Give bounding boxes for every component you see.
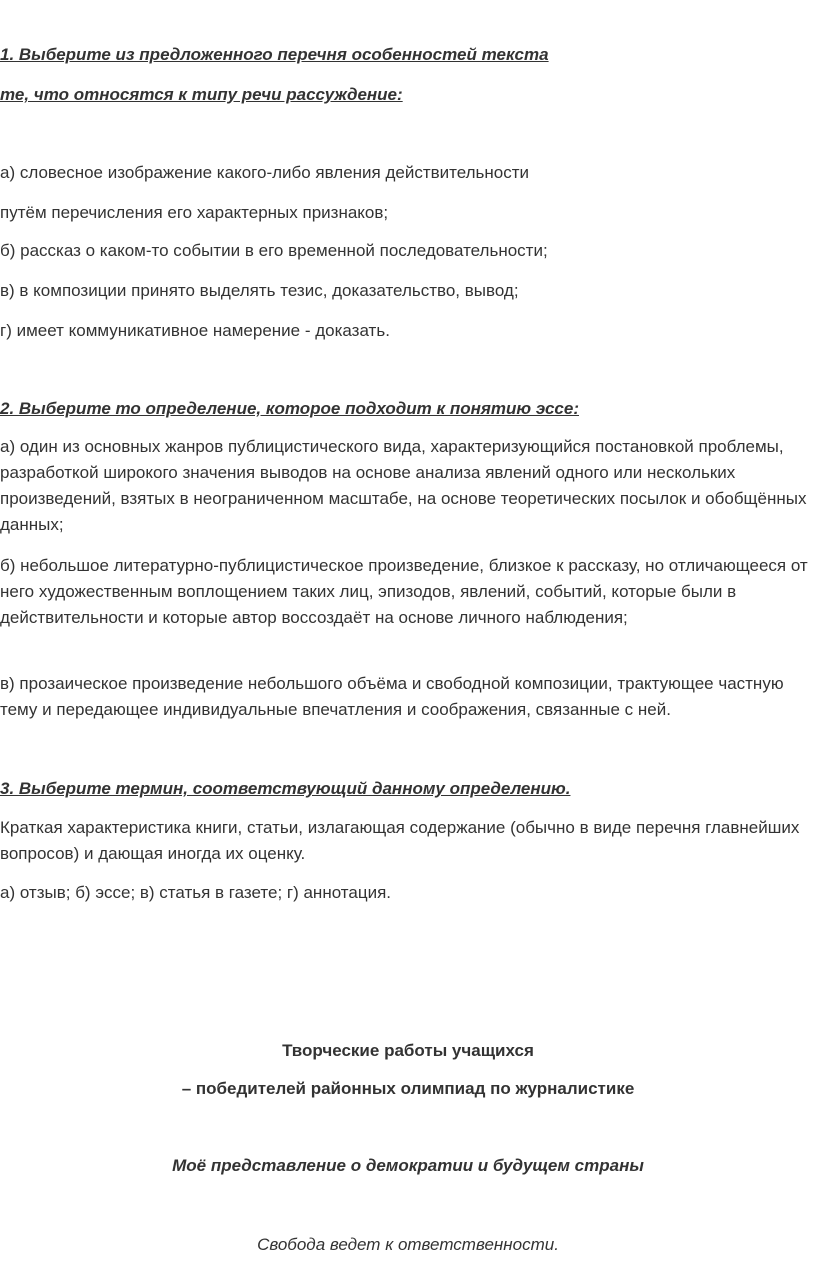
q1-option-d: г) имеет коммуникативное намерение - доказать. xyxy=(0,321,390,340)
q1-title-line2: те, что относятся к типу речи рассуждение: xyxy=(0,85,403,104)
q1-option-b: б) рассказ о каком-то событии в его временной последовательности; xyxy=(0,241,548,260)
epigraph: Свобода ведет к ответственности. xyxy=(257,1235,559,1254)
q1-title-line1: 1. Выберите из предложенного перечня особенностей текста xyxy=(0,45,549,64)
q2-option-a: а) один из основных жанров публицистического вида, характеризующийся постановкой проблемы, разработкой широкого значения выводов на основе анализа явлений одного или нескольких произведений, взятых в неограниченном масштабе, на основе теоретических посылок и обобщённых данных; xyxy=(0,437,807,534)
q3-options: а) отзыв; б) эссе; в) статья в газете; г) аннотация. xyxy=(0,883,391,902)
q2-option-b: б) небольшое литературно-публицистическое произведение, близкое к рассказу, но отличающееся от него художественным воплощением таких лиц, эпизодов, явлений, событий, которые были в действительности и которые автор воссоздаёт на основе личного наблюдения; xyxy=(0,556,808,627)
q1-option-a-line2: путём перечисления его характерных признаков; xyxy=(0,203,389,222)
section-heading-line2: – победителей районных олимпиад по журналистике xyxy=(181,1079,635,1098)
section-heading-line1: Творческие работы учащихся xyxy=(282,1041,534,1060)
essay-title: Моё представление о демократии и будущем страны xyxy=(172,1156,644,1175)
q1-option-c: в) в композиции принято выделять тезис, доказательство, вывод; xyxy=(0,281,519,300)
q3-definition: Краткая характеристика книги, статьи, излагающая содержание (обычно в виде перечня главнейших вопросов) и дающая иногда их оценку. xyxy=(0,818,800,863)
q2-option-c: в) прозаическое произведение небольшого объёма и свободной композиции, трактующее частную тему и передающее индивидуальные впечатления и соображения, связанные с ней. xyxy=(0,674,784,719)
q2-title: 2. Выберите то определение, которое подходит к понятию эссе: xyxy=(0,399,579,418)
q1-option-a-line1: а) словесное изображение какого-либо явления действительности xyxy=(0,163,530,182)
q3-title: 3. Выберите термин, соответствующий данному определению. xyxy=(0,779,571,798)
